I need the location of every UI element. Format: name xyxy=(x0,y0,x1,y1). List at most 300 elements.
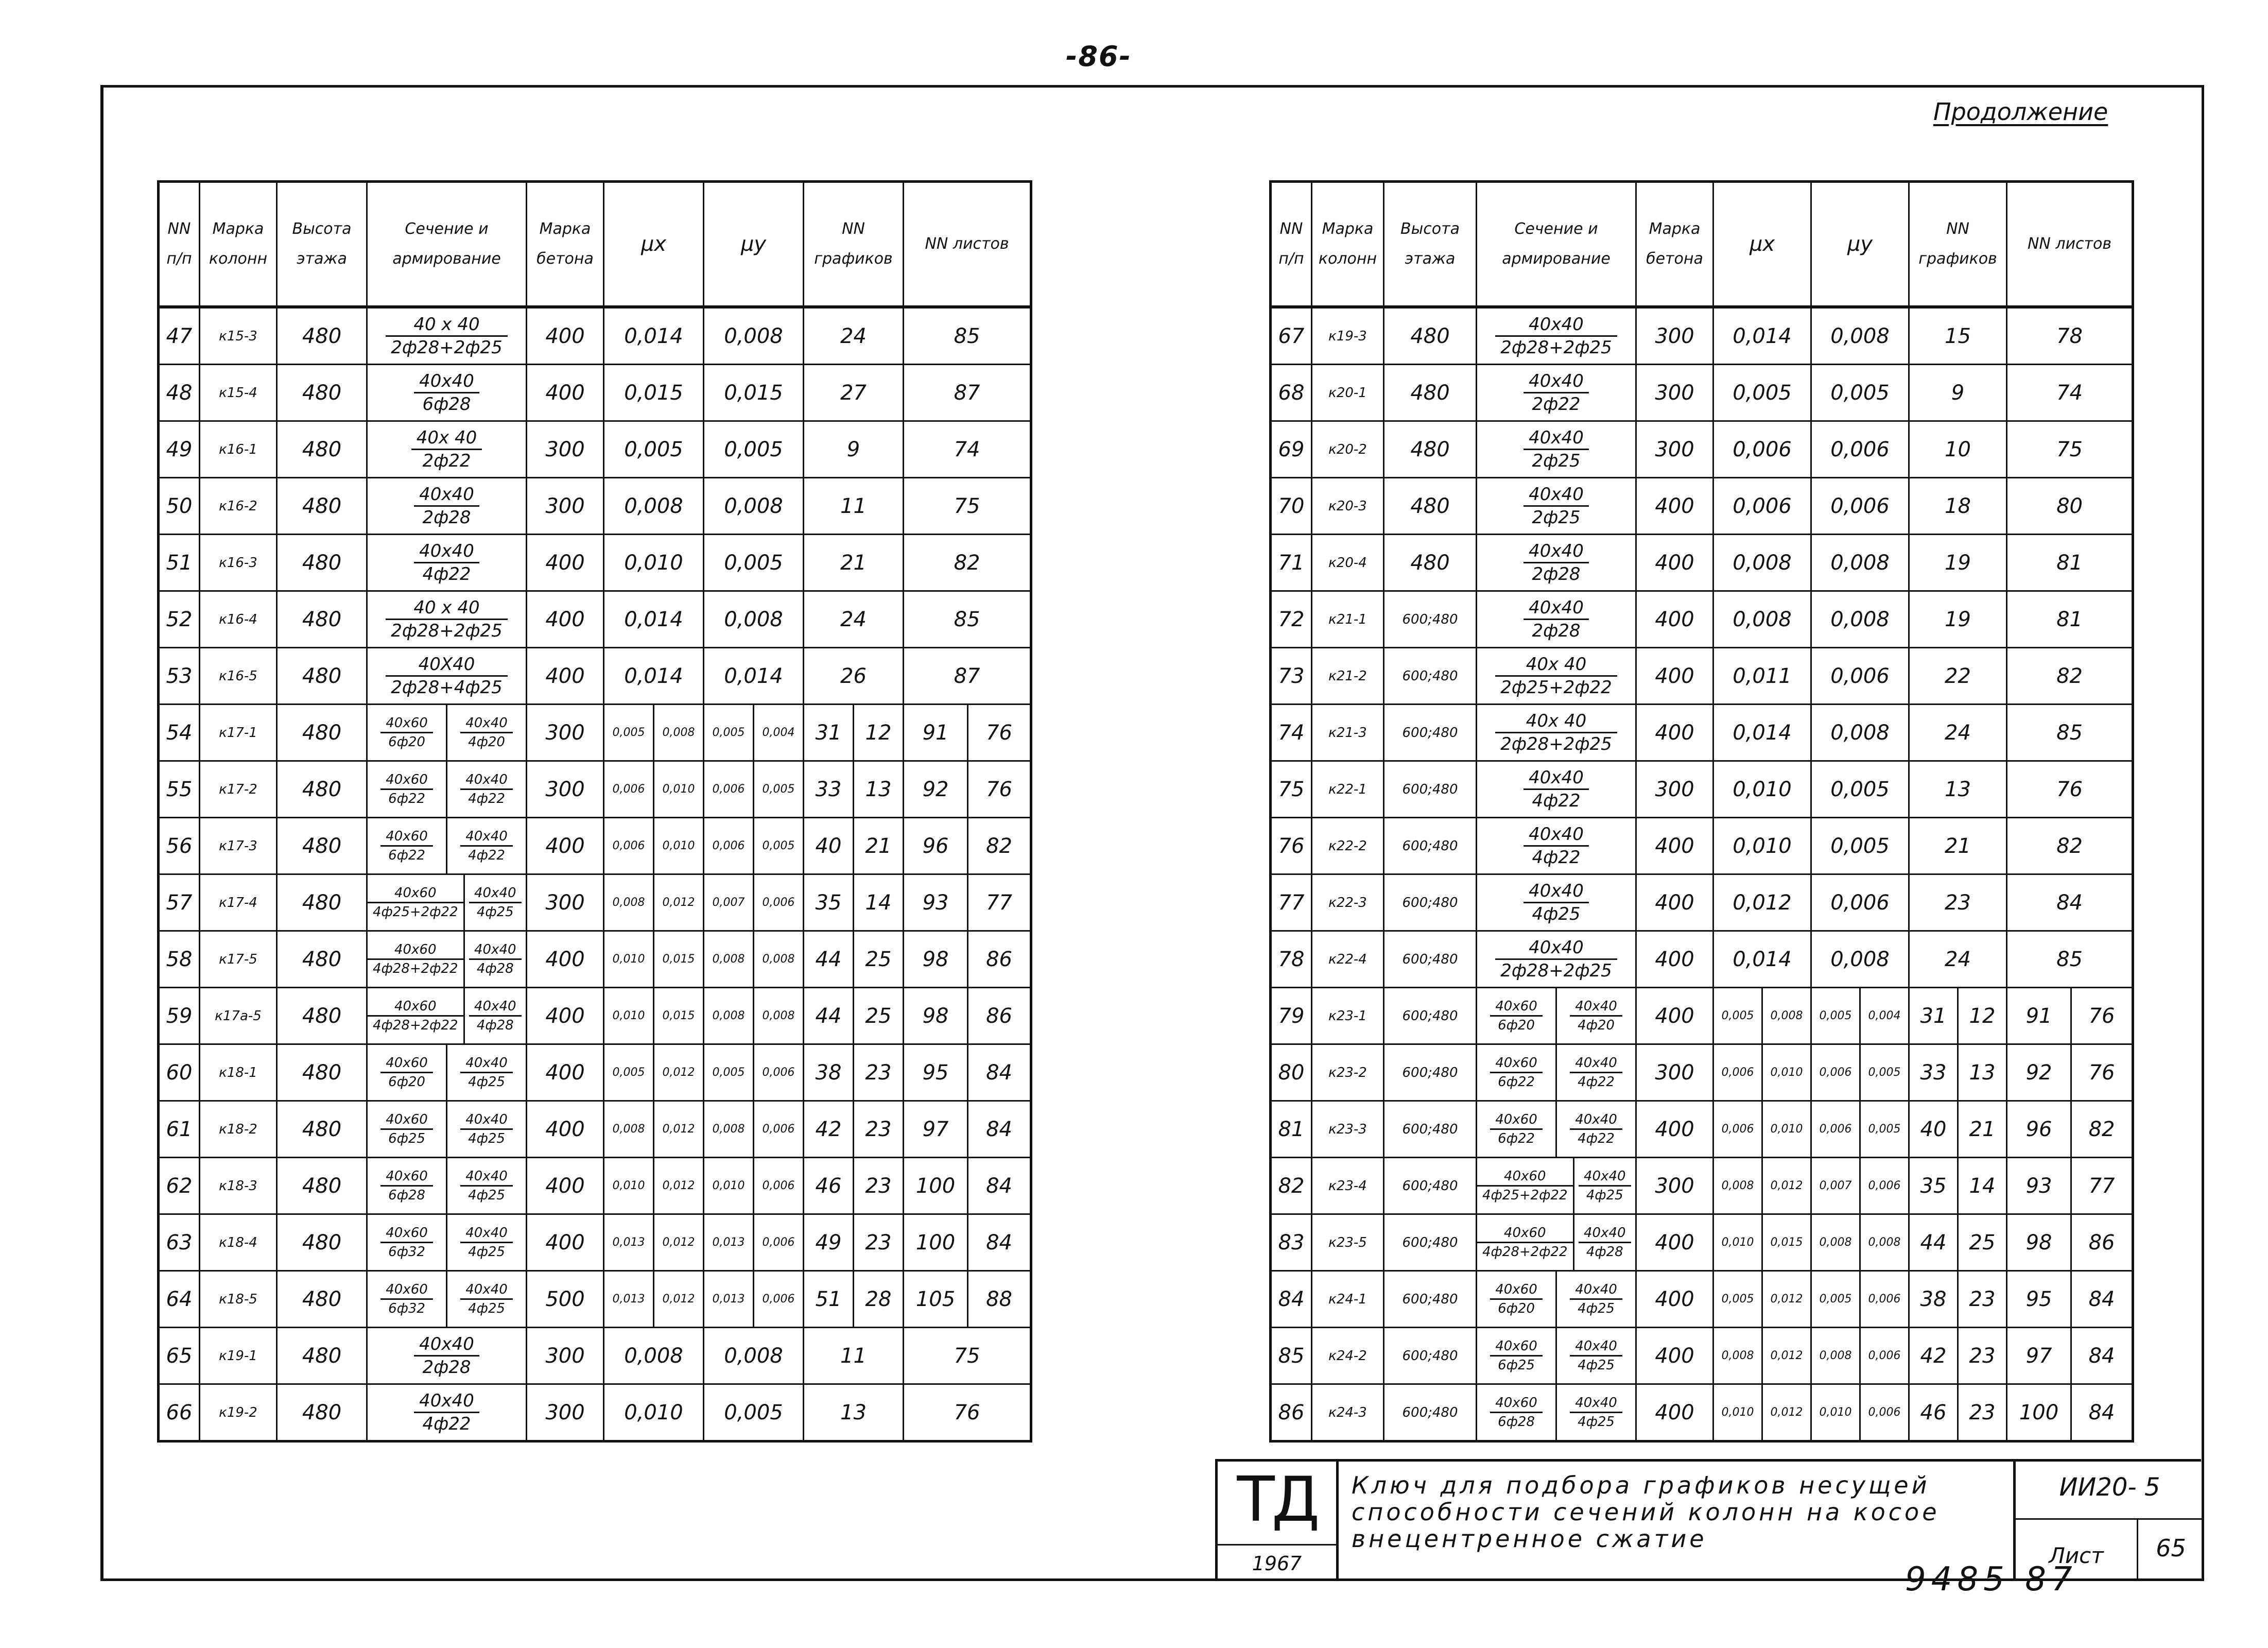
row-number: 75 xyxy=(1271,761,1312,818)
sheet-number-lower: 105 xyxy=(904,1271,968,1328)
section-fraction xyxy=(460,1056,513,1089)
sheet-number-lower: 92 xyxy=(2007,1044,2071,1101)
section-size: 40x60 xyxy=(1490,1056,1543,1073)
mu-y-lower: 0,007 xyxy=(704,874,754,931)
graph-number: 13 xyxy=(1909,761,2007,818)
document-code: ИИ20- 5 xyxy=(2016,1462,2204,1520)
section-size: 40x60 xyxy=(1490,1283,1543,1300)
mu-y-lower: 0,006 xyxy=(704,761,754,818)
graph-number-upper: 23 xyxy=(854,1214,904,1271)
section-fraction xyxy=(1495,316,1617,356)
concrete-grade: 400 xyxy=(527,1158,604,1214)
mu-y-upper: 0,006 xyxy=(754,1271,804,1328)
graph-number-lower: 35 xyxy=(1909,1158,1958,1214)
mu-y: 0,008 xyxy=(1811,591,1909,648)
section-fraction xyxy=(1523,429,1589,470)
sheet-number: 65 xyxy=(2156,1534,2186,1562)
column-mark: к16-1 xyxy=(200,421,277,478)
column-mark: к22-4 xyxy=(1312,931,1384,988)
mu-x: 0,008 xyxy=(1713,591,1811,648)
sheet-number-upper: 84 xyxy=(968,1214,1031,1271)
reinforcement: 6ф20 xyxy=(1498,1301,1535,1316)
section-fraction xyxy=(1523,486,1589,526)
section-size: 40x40 xyxy=(1495,316,1617,337)
mu-y-upper: 0,006 xyxy=(754,1158,804,1214)
section-size: 40x40 xyxy=(460,830,513,847)
table-row xyxy=(1271,874,2133,931)
mu-y-lower: 0,008 xyxy=(704,1101,754,1158)
graph-number-upper: 14 xyxy=(854,874,904,931)
column-mark: к22-2 xyxy=(1312,818,1384,874)
row-number: 49 xyxy=(159,421,200,478)
mu-x-lower: 0,006 xyxy=(1713,1044,1762,1101)
table-row xyxy=(1271,591,2133,648)
graph-number-upper: 23 xyxy=(854,1044,904,1101)
section-size: 40x40 xyxy=(1579,1170,1631,1187)
mu-y-upper: 0,005 xyxy=(754,818,804,874)
reinforcement: 4ф28 xyxy=(1586,1244,1623,1260)
column-mark: к23-2 xyxy=(1312,1044,1384,1101)
row-number: 56 xyxy=(159,818,200,874)
row-number: 81 xyxy=(1271,1101,1312,1158)
column-mark: к24-2 xyxy=(1312,1328,1384,1384)
sheet-number-upper: 84 xyxy=(968,1158,1031,1214)
table-row xyxy=(159,478,1031,535)
section-cell xyxy=(1477,648,1636,705)
sheet-number-upper: 84 xyxy=(2071,1328,2133,1384)
floor-height: 480 xyxy=(277,1328,367,1384)
section-fraction xyxy=(380,773,433,805)
floor-height: 480 xyxy=(277,761,367,818)
mu-x-lower: 0,008 xyxy=(604,874,654,931)
graph-number-lower: 49 xyxy=(804,1214,854,1271)
sheet-number-upper: 86 xyxy=(2071,1214,2133,1271)
section-split xyxy=(368,705,526,760)
mu-y: 0,005 xyxy=(1811,365,1909,421)
section-cell xyxy=(367,818,527,874)
mu-x: 0,014 xyxy=(1713,931,1811,988)
section-size: 40x40 xyxy=(469,886,522,903)
section-fraction xyxy=(1523,826,1589,866)
reinforcement: 4ф22 xyxy=(422,1414,471,1434)
section-size: 40x60 xyxy=(380,1113,433,1130)
section-cell xyxy=(1477,1384,1636,1441)
section-size: 40x40 xyxy=(460,1226,513,1243)
section-size: 40x40 xyxy=(1570,1113,1622,1130)
section-split xyxy=(368,1158,526,1213)
concrete-grade: 300 xyxy=(527,421,604,478)
section-split xyxy=(1477,1328,1635,1383)
section-cell xyxy=(1477,931,1636,988)
table-row xyxy=(159,705,1031,761)
section-size: 40x40 xyxy=(1523,542,1589,563)
section-fraction xyxy=(1570,1113,1622,1145)
row-number: 84 xyxy=(1271,1271,1312,1328)
concrete-grade: 400 xyxy=(527,1101,604,1158)
reinforcement: 4ф25 xyxy=(468,1244,505,1260)
section-cell xyxy=(1477,421,1636,478)
section-split xyxy=(368,1045,526,1100)
concrete-grade: 400 xyxy=(527,307,604,365)
section-split xyxy=(1477,1272,1635,1327)
table-row xyxy=(1271,705,2133,761)
table-row xyxy=(159,421,1031,478)
section-size: 40x40 xyxy=(1570,1396,1622,1413)
section-fraction xyxy=(460,1170,513,1202)
sheet-number-lower: 97 xyxy=(2007,1328,2071,1384)
row-number: 82 xyxy=(1271,1158,1312,1214)
section-cell xyxy=(367,365,527,421)
graph-number: 24 xyxy=(804,307,904,365)
concrete-grade: 400 xyxy=(1636,818,1713,874)
mu-y: 0,015 xyxy=(704,365,804,421)
graph-number: 21 xyxy=(804,535,904,591)
reinforcement: 4ф25 xyxy=(468,1131,505,1146)
floor-height: 480 xyxy=(277,874,367,931)
mu-x: 0,005 xyxy=(604,421,704,478)
mu-y: 0,008 xyxy=(1811,931,1909,988)
reinforcement: 2ф28 xyxy=(1532,564,1581,585)
row-number: 70 xyxy=(1271,478,1312,535)
section-split xyxy=(1477,1385,1635,1440)
sheet-number-lower: 97 xyxy=(904,1101,968,1158)
section-fraction xyxy=(460,773,513,805)
concrete-grade: 300 xyxy=(527,874,604,931)
column-mark: к23-1 xyxy=(1312,988,1384,1044)
header-section: Сечение и армирование xyxy=(367,182,527,307)
drawing-title: Ключ для подбора графиков несущей способности сечений колонн на косое внецентренное сжатие xyxy=(1352,1471,1940,1553)
section-size: 40x40 xyxy=(460,1170,513,1187)
graph-number-lower: 31 xyxy=(804,705,854,761)
row-number: 55 xyxy=(159,761,200,818)
table-row xyxy=(159,1328,1031,1384)
section-cell xyxy=(367,478,527,535)
section-fraction xyxy=(386,316,507,356)
section-fraction xyxy=(1579,1226,1631,1259)
section-fraction xyxy=(414,1392,479,1433)
section-lower xyxy=(368,705,447,760)
sheet-number-upper: 76 xyxy=(968,761,1031,818)
mu-x: 0,006 xyxy=(1713,478,1811,535)
graph-number-lower: 42 xyxy=(1909,1328,1958,1384)
section-lower xyxy=(1477,988,1557,1043)
mu-y-lower: 0,008 xyxy=(1811,1214,1860,1271)
floor-height: 480 xyxy=(277,1384,367,1441)
mu-y-upper: 0,008 xyxy=(754,988,804,1044)
section-split xyxy=(368,932,526,987)
section-size: 40x60 xyxy=(368,1000,463,1017)
header-mark: Марка колонн xyxy=(1312,182,1384,307)
mu-y-lower: 0,013 xyxy=(704,1271,754,1328)
table-row xyxy=(159,307,1031,365)
table-row xyxy=(1271,421,2133,478)
graph-number-lower: 51 xyxy=(804,1271,854,1328)
row-number: 80 xyxy=(1271,1044,1312,1101)
section-split xyxy=(1477,1158,1635,1213)
mu-x: 0,014 xyxy=(1713,705,1811,761)
graph-number: 19 xyxy=(1909,591,2007,648)
reinforcement: 4ф22 xyxy=(1578,1131,1615,1146)
mu-y-upper: 0,006 xyxy=(1860,1328,1909,1384)
mu-y-upper: 0,008 xyxy=(1860,1214,1909,1271)
column-mark: к19-2 xyxy=(200,1384,277,1441)
year: 1967 xyxy=(1218,1544,1336,1582)
mu-x-upper: 0,012 xyxy=(654,1271,704,1328)
graph-number-lower: 44 xyxy=(804,988,854,1044)
graph-number-lower: 38 xyxy=(804,1044,854,1101)
floor-height: 600;480 xyxy=(1384,874,1477,931)
graph-number: 9 xyxy=(1909,365,2007,421)
section-fraction xyxy=(460,716,513,749)
section-split xyxy=(1477,1045,1635,1100)
mu-y-upper: 0,008 xyxy=(754,931,804,988)
row-number: 69 xyxy=(1271,421,1312,478)
section-size: 40x 40 xyxy=(1495,656,1617,677)
header-muy: μy xyxy=(704,182,804,307)
mu-x: 0,014 xyxy=(1713,307,1811,365)
section-cell xyxy=(367,988,527,1044)
graph-number-upper: 23 xyxy=(854,1101,904,1158)
section-size: 40x40 xyxy=(1523,882,1589,903)
reinforcement: 4ф28+2ф22 xyxy=(373,1018,458,1033)
floor-height: 600;480 xyxy=(1384,1214,1477,1271)
mu-y: 0,006 xyxy=(1811,421,1909,478)
sheet-number: 84 xyxy=(2007,874,2133,931)
row-number: 73 xyxy=(1271,648,1312,705)
reinforcement: 4ф25 xyxy=(1532,904,1581,924)
graph-number-lower: 46 xyxy=(804,1158,854,1214)
section-split xyxy=(368,1215,526,1270)
section-size: 40x60 xyxy=(380,773,433,790)
floor-height: 600;480 xyxy=(1384,705,1477,761)
section-lower xyxy=(1477,1272,1557,1327)
mu-y: 0,008 xyxy=(704,1328,804,1384)
section-fraction xyxy=(1570,1396,1622,1429)
mu-y-upper: 0,006 xyxy=(754,1044,804,1101)
column-mark: к15-3 xyxy=(200,307,277,365)
table-row xyxy=(159,1044,1031,1101)
sheet-number-lower: 98 xyxy=(2007,1214,2071,1271)
graph-number-upper: 23 xyxy=(1958,1328,2007,1384)
graph-number-upper: 23 xyxy=(854,1158,904,1214)
mu-y-upper: 0,006 xyxy=(1860,1271,1909,1328)
row-number: 74 xyxy=(1271,705,1312,761)
section-lower xyxy=(368,875,465,930)
reinforcement: 2ф28+2ф25 xyxy=(1500,337,1612,358)
section-fraction xyxy=(380,1113,433,1145)
header-concrete: Марка бетона xyxy=(1636,182,1713,307)
floor-height: 480 xyxy=(277,1158,367,1214)
section-size: 40x60 xyxy=(368,886,463,903)
column-mark: к24-3 xyxy=(1312,1384,1384,1441)
section-size: 40x60 xyxy=(380,1226,433,1243)
section-size: 40x40 xyxy=(460,1056,513,1073)
section-size: 40x40 xyxy=(1579,1226,1631,1243)
reinforcement: 2ф28 xyxy=(422,507,471,528)
graph-number-upper: 13 xyxy=(1958,1044,2007,1101)
mu-x: 0,012 xyxy=(1713,874,1811,931)
section-size: 40 x 40 xyxy=(386,316,507,337)
section-fraction xyxy=(1523,542,1589,583)
mu-y-lower: 0,006 xyxy=(1811,1101,1860,1158)
graph-number: 10 xyxy=(1909,421,2007,478)
concrete-grade: 400 xyxy=(527,365,604,421)
mu-y: 0,008 xyxy=(1811,705,1909,761)
section-fraction xyxy=(380,716,433,749)
continued-label: Продолжение xyxy=(1933,98,2108,126)
mu-y: 0,006 xyxy=(1811,648,1909,705)
column-mark: к23-4 xyxy=(1312,1158,1384,1214)
reinforcement: 6ф20 xyxy=(1498,1018,1535,1033)
section-split xyxy=(1477,988,1635,1043)
table-header xyxy=(1271,182,2133,307)
table-row xyxy=(159,931,1031,988)
floor-height: 480 xyxy=(1384,421,1477,478)
sheet-number-upper: 76 xyxy=(2071,988,2133,1044)
table-row xyxy=(1271,1384,2133,1441)
sheet-number-lower: 91 xyxy=(2007,988,2071,1044)
column-mark: к20-4 xyxy=(1312,535,1384,591)
section-size: 40x60 xyxy=(380,716,433,733)
floor-height: 600;480 xyxy=(1384,1158,1477,1214)
column-mark: к21-1 xyxy=(1312,591,1384,648)
section-cell xyxy=(367,535,527,591)
graph-number: 23 xyxy=(1909,874,2007,931)
section-cell xyxy=(1477,1271,1636,1328)
section-cell xyxy=(1477,1044,1636,1101)
reinforcement: 4ф22 xyxy=(468,791,505,806)
graph-number: 26 xyxy=(804,648,904,705)
section-upper xyxy=(447,1215,526,1270)
section-size: 40x60 xyxy=(380,1056,433,1073)
mu-x-upper: 0,012 xyxy=(654,874,704,931)
header-sheets: NN листов xyxy=(2007,182,2133,307)
org-logo: ТД xyxy=(1237,1464,1317,1536)
mu-x: 0,010 xyxy=(1713,818,1811,874)
graph-number-lower: 44 xyxy=(804,931,854,988)
reinforcement: 2ф28+2ф25 xyxy=(391,621,503,641)
reinforcement: 2ф28+2ф25 xyxy=(1500,734,1612,754)
floor-height: 600;480 xyxy=(1384,1328,1477,1384)
mu-y-upper: 0,006 xyxy=(754,1214,804,1271)
section-split xyxy=(368,762,526,817)
section-upper xyxy=(1557,1102,1635,1157)
section-size: 40x60 xyxy=(1490,1113,1543,1130)
section-fraction xyxy=(368,1000,463,1032)
concrete-grade: 300 xyxy=(527,1384,604,1441)
concrete-grade: 400 xyxy=(1636,988,1713,1044)
mu-y-lower: 0,005 xyxy=(1811,1271,1860,1328)
table-row xyxy=(159,648,1031,705)
reinforcement: 4ф22 xyxy=(1532,847,1581,868)
section-fraction xyxy=(1490,1056,1543,1089)
section-size: 40x60 xyxy=(380,1170,433,1187)
sheet-number-lower: 96 xyxy=(904,818,968,874)
section-cell xyxy=(1477,1328,1636,1384)
mu-x-upper: 0,012 xyxy=(654,1158,704,1214)
sheet-number: 85 xyxy=(2007,931,2133,988)
section-size: 40x40 xyxy=(414,372,479,393)
section-fraction xyxy=(368,943,463,975)
row-number: 58 xyxy=(159,931,200,988)
sheet-number: 80 xyxy=(2007,478,2133,535)
sheet-number-upper: 82 xyxy=(968,818,1031,874)
row-number: 61 xyxy=(159,1101,200,1158)
table-row xyxy=(159,591,1031,648)
column-mark: к22-1 xyxy=(1312,761,1384,818)
reinforcement: 4ф25 xyxy=(1578,1301,1615,1316)
reinforcement: 4ф28 xyxy=(476,961,514,976)
concrete-grade: 400 xyxy=(1636,874,1713,931)
sheet-number: 82 xyxy=(904,535,1031,591)
header-muy: μy xyxy=(1811,182,1909,307)
mu-x: 0,014 xyxy=(604,648,704,705)
floor-height: 480 xyxy=(277,988,367,1044)
reinforcement: 4ф22 xyxy=(468,848,505,863)
sheet-number-lower: 92 xyxy=(904,761,968,818)
section-size: 40x40 xyxy=(1523,599,1589,620)
section-size: 40x40 xyxy=(460,773,513,790)
sheet-number-upper: 76 xyxy=(968,705,1031,761)
floor-height: 600;480 xyxy=(1384,1101,1477,1158)
column-mark: к18-2 xyxy=(200,1101,277,1158)
section-size: 40x40 xyxy=(1570,1283,1622,1300)
sheet-number: 81 xyxy=(2007,591,2133,648)
graph-number: 13 xyxy=(804,1384,904,1441)
column-mark: к17а-5 xyxy=(200,988,277,1044)
sheet-number: 74 xyxy=(2007,365,2133,421)
reinforcement: 4ф22 xyxy=(1578,1074,1615,1090)
section-fraction xyxy=(368,886,463,919)
graph-number: 24 xyxy=(1909,705,2007,761)
concrete-grade: 400 xyxy=(1636,535,1713,591)
reinforcement: 6ф22 xyxy=(388,791,425,806)
row-number: 68 xyxy=(1271,365,1312,421)
section-fraction xyxy=(1490,1283,1543,1315)
row-number: 85 xyxy=(1271,1328,1312,1384)
reinforcement: 2ф28+2ф25 xyxy=(1500,960,1612,981)
section-lower xyxy=(1477,1102,1557,1157)
floor-height: 480 xyxy=(1384,365,1477,421)
floor-height: 480 xyxy=(277,1044,367,1101)
section-size: 40x60 xyxy=(1490,1340,1543,1357)
reinforcement: 2ф25 xyxy=(1532,451,1581,471)
column-mark: к20-1 xyxy=(1312,365,1384,421)
column-mark: к18-4 xyxy=(200,1214,277,1271)
mu-x-upper: 0,012 xyxy=(1762,1158,1811,1214)
floor-height: 480 xyxy=(1384,478,1477,535)
concrete-grade: 400 xyxy=(527,648,604,705)
section-fraction xyxy=(414,1335,479,1376)
table-row xyxy=(1271,365,2133,421)
section-fraction xyxy=(1477,1170,1573,1202)
reinforcement: 6ф25 xyxy=(1498,1358,1535,1373)
section-fraction xyxy=(1495,939,1617,980)
section-size: 40x60 xyxy=(1490,1000,1543,1017)
section-upper xyxy=(447,1045,526,1100)
mu-x-upper: 0,012 xyxy=(1762,1384,1811,1441)
page-number: -86- xyxy=(1066,40,1132,73)
sheet-number: 76 xyxy=(904,1384,1031,1441)
row-number: 59 xyxy=(159,988,200,1044)
column-mark: к20-3 xyxy=(1312,478,1384,535)
floor-height: 600;480 xyxy=(1384,1384,1477,1441)
sheet-number-upper: 86 xyxy=(968,988,1031,1044)
concrete-grade: 400 xyxy=(1636,1214,1713,1271)
mu-x-lower: 0,013 xyxy=(604,1271,654,1328)
graph-number-lower: 40 xyxy=(804,818,854,874)
section-lower xyxy=(368,1045,447,1100)
